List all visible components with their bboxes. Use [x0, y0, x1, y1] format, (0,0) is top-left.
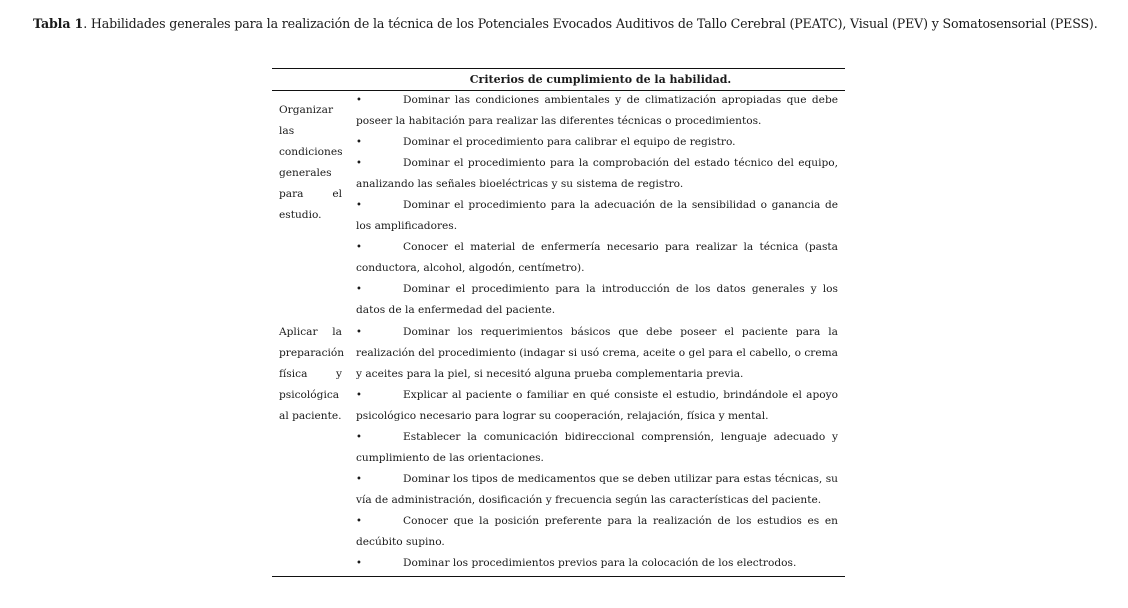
bullet-icon: • [356, 474, 362, 485]
criteria-item: • Dominar los tipos de medicamentos que se deben utilizar para estas técnicas, su vía de administración, dosificación y frecuencia según las características del paciente. [356, 469, 838, 511]
bullet-icon: • [356, 242, 362, 253]
criteria-item: • Dominar el procedimiento para la comprobación del estado técnico del equipo, analizando las señales bioeléctricas y su sistema de registro. [356, 153, 838, 195]
table-caption [33, 14, 1113, 34]
bullet-icon: • [356, 558, 362, 569]
criteria-item: • Dominar el procedimiento para calibrar el equipo de registro. [356, 132, 838, 153]
criteria-item: • Dominar las condiciones ambientales y de climatización apropiadas que debe poseer la habitación para realizar las diferentes técnicas o procedimientos. [356, 90, 838, 132]
skill-cell [279, 100, 342, 226]
caption-label: Tabla 1 [33, 16, 84, 31]
criteria-item: • Dominar los procedimientos previos para la colocación de los electrodos. [356, 553, 838, 574]
criteria-item: • Establecer la comunicación bidireccional comprensión, lenguaje adecuado y cumplimiento de las orientaciones. [356, 427, 838, 469]
skill-line: al paciente. [279, 410, 342, 422]
skill-line: Organizar [279, 104, 334, 116]
bullet-icon: • [356, 516, 362, 527]
skill-line: condiciones [279, 146, 343, 158]
header-criteria: Criterios de cumplimiento de la habilidad. [469, 72, 732, 86]
criteria-cell [356, 90, 838, 321]
bullet-icon: • [356, 137, 362, 148]
bullet-icon: • [356, 390, 362, 401]
bullet-icon: • [356, 284, 362, 295]
criteria-item: • Dominar los requerimientos básicos que debe poseer el paciente para la realización del procedimiento (indagar si usó crema, aceite o gel para el cabello, o crema y aceites para la piel, si necesitó alguna prueba complementaria previa. [356, 322, 838, 385]
table-body [272, 91, 845, 576]
skill-line: estudio. [279, 209, 322, 221]
skill-line: generales [279, 167, 332, 179]
criteria-item: • Conocer que la posición preferente para la realización de los estudios es en decúbito supino. [356, 511, 838, 553]
table-bottom-rule [272, 576, 845, 577]
skill-line: las [279, 125, 295, 137]
skill-line: física y [279, 368, 342, 380]
bullet-icon: • [356, 158, 362, 169]
criteria-cell [356, 322, 838, 574]
bullet-icon: • [356, 327, 362, 338]
table-header [272, 69, 845, 90]
criteria-item: • Explicar al paciente o familiar en qué consiste el estudio, brindándole el apoyo psicológico necesario para lograr su cooperación, relajación, física y mental. [356, 385, 838, 427]
skill-cell [279, 322, 345, 427]
criteria-item: • Dominar el procedimiento para la adecuación de la sensibilidad o ganancia de los amplificadores. [356, 195, 838, 237]
bullet-icon: • [356, 95, 362, 106]
caption-text: . Habilidades generales para la realización de la técnica de los Potenciales Evocados Auditivos de Tallo Cerebral (PEATC), Visual (PEV) y Somatosensorial (PESS). [83, 16, 1098, 31]
skill-line: preparación [279, 347, 345, 359]
skill-line: psicológica [279, 389, 340, 401]
skill-line: Aplicar la [279, 326, 342, 338]
bullet-icon: • [356, 432, 362, 443]
criteria-item: • Conocer el material de enfermería necesario para realizar la técnica (pasta conductora, alcohol, algodón, centímetro). [356, 237, 838, 279]
bullet-icon: • [356, 200, 362, 211]
criteria-item: • Dominar el procedimiento para la introducción de los datos generales y los datos de la enfermedad del paciente. [356, 279, 838, 321]
skills-table [272, 68, 845, 577]
skill-line: para el [279, 188, 342, 200]
